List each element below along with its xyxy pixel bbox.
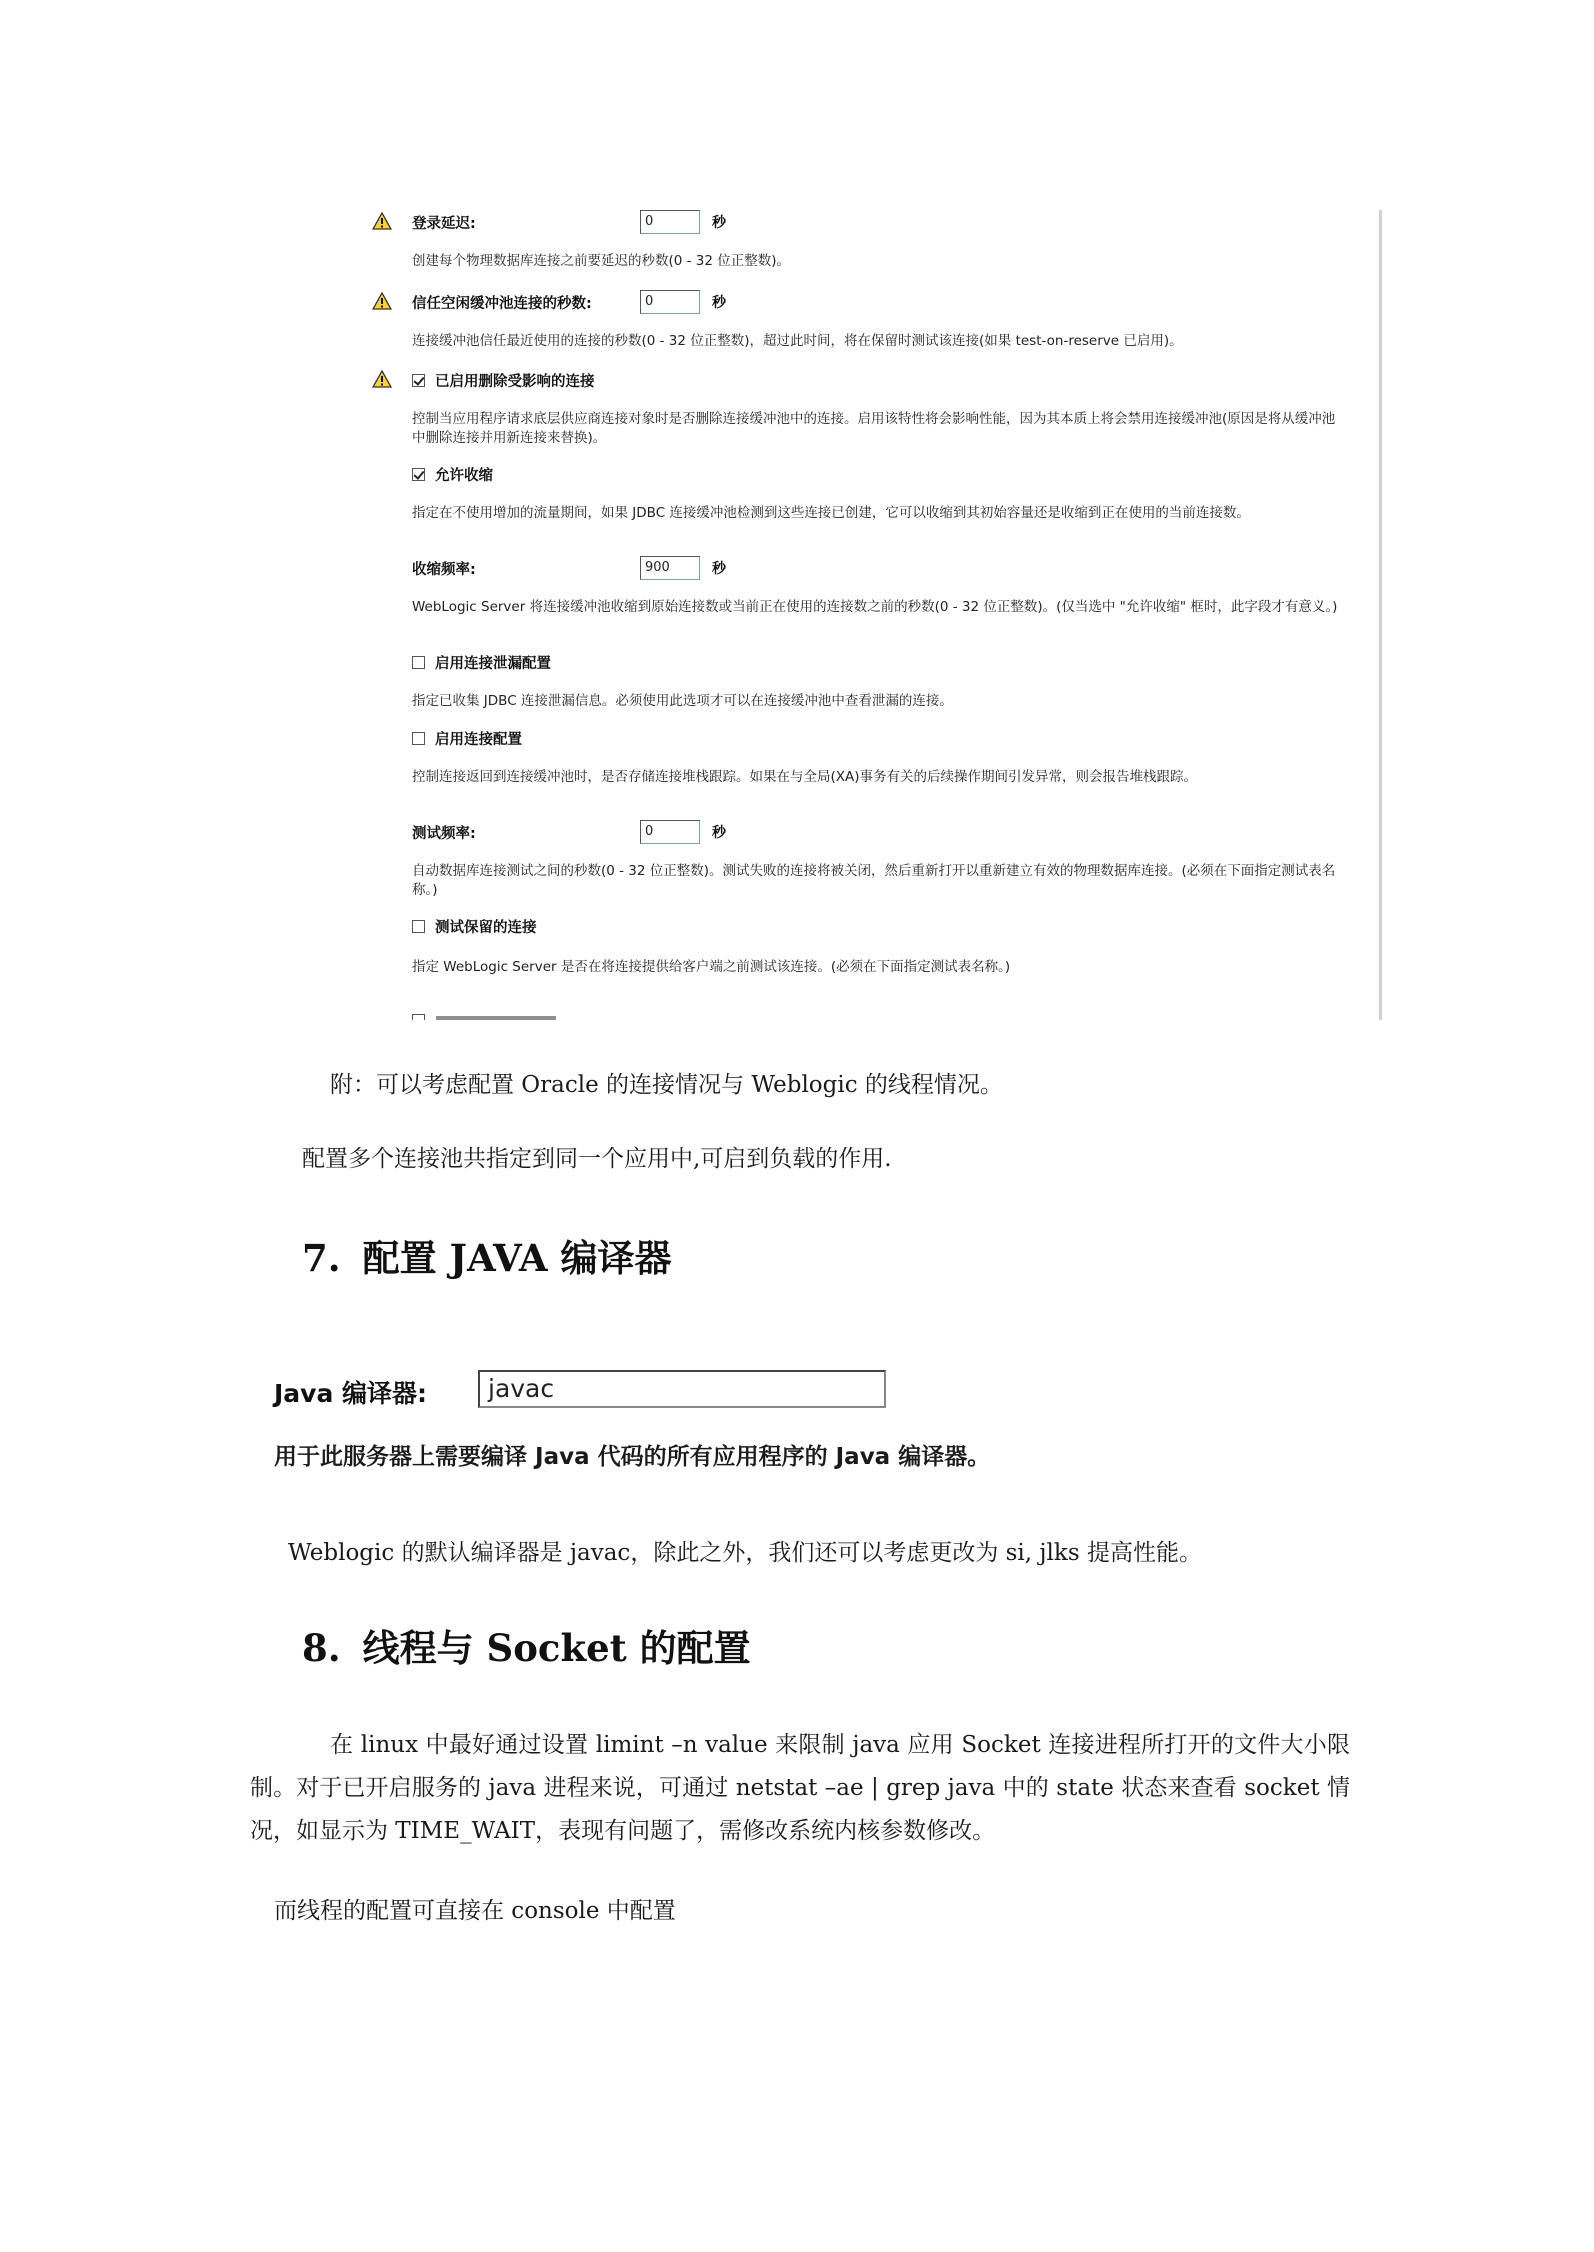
login-delay-unit: 秒	[712, 215, 726, 231]
shrink-freq-desc: WebLogic Server 将连接缓冲池收缩到原始连接数或当前正在使用的连接数之前的秒数(0 - 32 位正整数)。(仅当选中 "允许收缩" 框时，此字段才有意义。)	[412, 599, 1338, 615]
section-7-number: 7.	[302, 1236, 341, 1280]
note-oracle-weblogic: 附：可以考虑配置 Oracle 的连接情况与 Weblogic 的线程情况。	[330, 1072, 1003, 1098]
cut-off-checkbox	[412, 1014, 425, 1020]
login-delay-desc: 创建每个物理数据库连接之前要延迟的秒数(0 - 32 位正整数)。	[412, 253, 791, 269]
leak-profiling-desc: 指定已收集 JDBC 连接泄漏信息。必须使用此选项才可以在连接缓冲池中查看泄漏的连接。	[412, 693, 953, 709]
test-freq-unit: 秒	[712, 825, 726, 841]
remove-infected-checkbox[interactable]	[412, 374, 425, 387]
test-reserved-desc: 指定 WebLogic Server 是否在将连接提供给客户端之前测试该连接。(必须在下面指定测试表名称。)	[412, 959, 1011, 975]
socket-paragraph: 在 linux 中最好通过设置 limint –n value 来限制 java 应用 Socket 连接进程所打开的文件大小限制。对于已开启服务的 java 进程来说，可通过 netstat –ae | grep java 中的 state 状态来查看 socket 情况，如显示为 TIME_WAIT，表现有问题了，需修改系统内核参数修改。	[250, 1732, 1350, 1844]
test-reserved-label: 测试保留的连接	[435, 919, 537, 936]
trust-idle-unit: 秒	[712, 295, 726, 311]
conn-profiling-desc: 控制连接返回到连接缓冲池时，是否存储连接堆栈跟踪。如果在与全局(XA)事务有关的后续操作期间引发异常，则会报告堆栈跟踪。	[412, 769, 1198, 785]
note-multiple-pools: 配置多个连接池共指定到同一个应用中,可启到负载的作用.	[302, 1146, 892, 1172]
section-7-heading	[302, 1228, 671, 1282]
section-7-title: 配置 JAVA 编译器	[362, 1236, 672, 1280]
java-compiler-desc: 用于此服务器上需要编译 Java 代码的所有应用程序的 Java 编译器。	[274, 1444, 991, 1470]
section-8-number: 8.	[302, 1626, 341, 1670]
test-freq-input[interactable]: 0	[640, 820, 700, 844]
remove-infected-label: 已启用删除受影响的连接	[435, 373, 595, 390]
weblogic-settings-screenshot	[360, 200, 1382, 1020]
conn-profiling-label: 启用连接配置	[435, 731, 522, 748]
java-compiler-label: Java 编译器:	[274, 1379, 428, 1408]
java-compiler-input[interactable]: javac	[478, 1370, 886, 1408]
trust-idle-label: 信任空闲缓冲池连接的秒数:	[412, 295, 592, 312]
remove-infected-desc: 控制当应用程序请求底层供应商连接对象时是否删除连接缓冲池中的连接。启用该特性将会影响性能，因为其本质上将会禁用连接缓冲池(原因是将从缓冲池中删除连接并用新连接来替换)。	[412, 411, 1336, 446]
cut-off-label-fragment	[436, 1016, 556, 1020]
shrink-freq-input[interactable]: 900	[640, 556, 700, 580]
leak-profiling-checkbox[interactable]	[412, 656, 425, 669]
allow-shrink-checkbox[interactable]	[412, 468, 425, 481]
test-freq-label: 测试频率:	[412, 825, 476, 842]
login-delay-label: 登录延迟:	[412, 215, 476, 232]
section-8-heading	[302, 1618, 751, 1672]
test-freq-desc: 自动数据库连接测试之间的秒数(0 - 32 位正整数)。测试失败的连接将被关闭，然后重新打开以重新建立有效的物理数据库连接。(必须在下面指定测试表名称。)	[412, 863, 1336, 898]
shrink-freq-unit: 秒	[712, 561, 726, 577]
note-default-compiler: Weblogic 的默认编译器是 javac，除此之外，我们还可以考虑更改为 si, jlks 提高性能。	[288, 1540, 1202, 1566]
login-delay-input[interactable]: 0	[640, 210, 700, 234]
cut-off-row	[412, 1012, 612, 1020]
thread-config-note: 而线程的配置可直接在 console 中配置	[274, 1898, 676, 1924]
screenshot-border	[1379, 210, 1382, 1020]
shrink-freq-label: 收缩频率:	[412, 561, 476, 578]
allow-shrink-desc: 指定在不使用增加的流量期间，如果 JDBC 连接缓冲池检测到这些连接已创建，它可以收缩到其初始容量还是收缩到正在使用的当前连接数。	[412, 505, 1250, 521]
leak-profiling-label: 启用连接泄漏配置	[435, 655, 551, 672]
section-8-title: 线程与 Socket 的配置	[362, 1626, 751, 1670]
trust-idle-input[interactable]: 0	[640, 290, 700, 314]
conn-profiling-checkbox[interactable]	[412, 732, 425, 745]
allow-shrink-label: 允许收缩	[435, 467, 493, 484]
test-reserved-checkbox[interactable]	[412, 920, 425, 933]
trust-idle-desc: 连接缓冲池信任最近使用的连接的秒数(0 - 32 位正整数)，超过此时间，将在保留时测试该连接(如果 test-on-reserve 已启用)。	[412, 333, 1183, 349]
